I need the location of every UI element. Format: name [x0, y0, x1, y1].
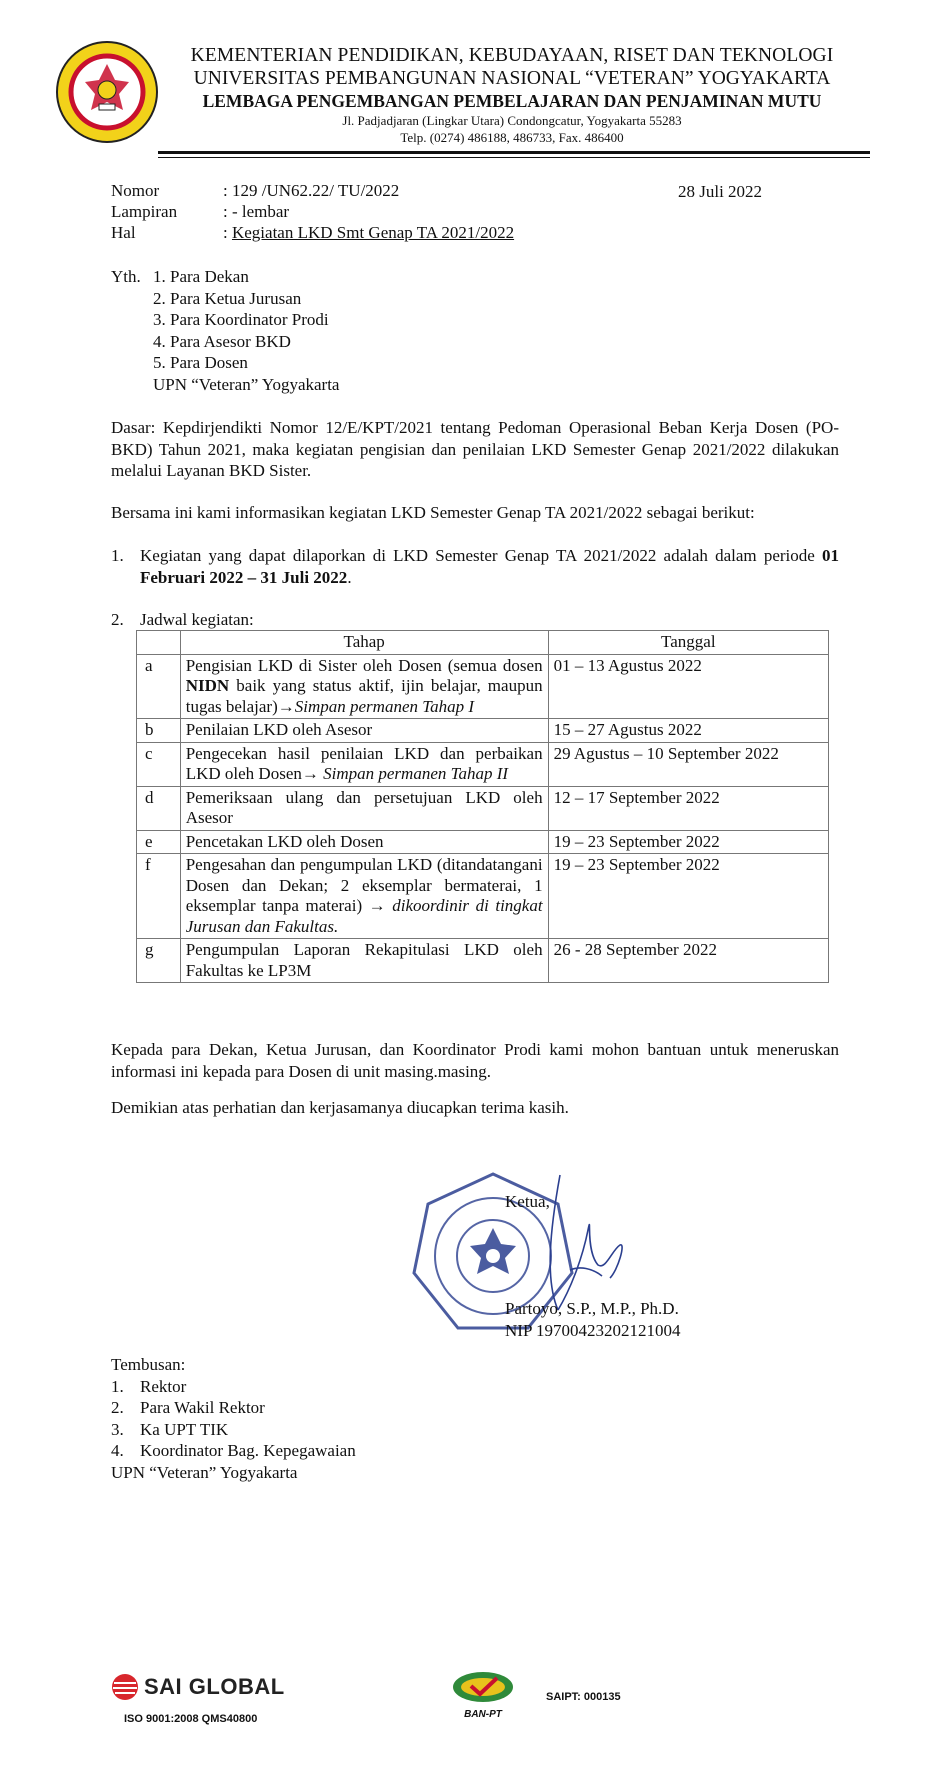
recipient-institution: UPN “Veteran” Yogyakarta	[153, 374, 340, 394]
sai-logo-text: SAI GLOBAL	[144, 1674, 285, 1699]
item-text: Koordinator Bag. Kepegawaian	[140, 1441, 356, 1460]
row-id: c	[137, 742, 181, 786]
row-tahap	[180, 854, 548, 939]
closing-thanks: Demikian atas perhatian dan kerjasamanya diucapkan terima kasih.	[111, 1098, 569, 1117]
list-item: 4. Para Asesor BKD	[153, 331, 291, 351]
iso-text: ISO 9001:2008 QMS40800	[124, 1713, 258, 1725]
list-item	[111, 1376, 356, 1398]
list-item	[111, 1440, 356, 1462]
nomor-value: : 129 /UN62.22/ TU/2022	[223, 181, 400, 200]
header-tahap: Tahap	[180, 631, 548, 655]
header-empty	[137, 631, 181, 655]
saipt-text: SAIPT: 000135	[546, 1691, 621, 1703]
intro-paragraph: Bersama ini kami informasikan kegiatan LKD Semester Genap TA 2021/2022 sebagai berikut:	[111, 503, 755, 522]
table-row	[137, 786, 829, 830]
row-id: a	[137, 654, 181, 719]
recipient-prefix: Yth.	[111, 267, 141, 286]
row-tahap: Penilaian LKD oleh Asesor	[180, 719, 548, 743]
tahap-text-cont: baik yang status aktif, ijin belajar, maupun tugas belajar)	[185, 676, 543, 716]
lampiran-label: Lampiran	[111, 202, 178, 221]
point2-number: 2.	[111, 610, 124, 629]
schedule-table	[136, 630, 829, 983]
ministry-name: KEMENTERIAN PENDIDIKAN, KEBUDAYAAN, RISET DAN TEKNOLOGI	[190, 45, 834, 66]
row-date: 26 - 28 September 2022	[548, 939, 828, 983]
institute-name: LEMBAGA PENGEMBANGAN PEMBELAJARAN DAN PENJAMINAN MUTU	[202, 91, 822, 111]
item-number: 2.	[111, 1398, 124, 1417]
banpt-emblem-icon	[451, 1670, 515, 1704]
list-item	[111, 1397, 356, 1419]
tembusan-institution: UPN “Veteran” Yogyakarta	[111, 1462, 298, 1482]
row-tahap	[180, 742, 548, 786]
point1-period: 01 Februari 2022 – 31 Juli 2022	[140, 546, 839, 587]
tahap-bold: NIDN	[185, 676, 230, 695]
lampiran-row	[111, 202, 289, 222]
row-id: d	[137, 786, 181, 830]
arrow-icon: →	[277, 696, 295, 716]
point1-number: 1.	[111, 546, 124, 565]
university-logo	[55, 40, 159, 144]
table-header-row	[137, 631, 829, 655]
letterhead-rule-thick	[158, 151, 870, 154]
row-date: 12 – 17 September 2022	[548, 786, 828, 830]
row-tahap: Pemeriksaan ulang dan persetujuan LKD oleh Asesor	[180, 786, 548, 830]
list-item: 3. Para Koordinator Prodi	[153, 310, 329, 329]
list-item: 2. Para Ketua Jurusan	[153, 288, 302, 308]
recipient-list	[153, 266, 339, 395]
row-tahap: Pengumpulan Laporan Rekapitulasi LKD oleh Fakultas ke LP3M	[180, 939, 548, 983]
letterhead-rule-thin	[158, 157, 870, 158]
closing-paragraph: Kepada para Dekan, Ketua Jurusan, dan Koordinator Prodi kami mohon bantuan untuk meneruskan informasi ini kepada para Dosen di unit masing.masing.	[111, 1040, 839, 1081]
tembusan-section	[111, 1354, 356, 1483]
signature-nip: NIP 19700423202121004	[505, 1321, 681, 1340]
item-number: 1.	[111, 1376, 124, 1396]
header-tanggal: Tanggal	[548, 631, 828, 655]
row-tahap	[180, 654, 548, 719]
row-date: 01 – 13 Agustus 2022	[548, 654, 828, 719]
phone: Telp. (0274) 486188, 486733, Fax. 486400	[400, 130, 624, 145]
list-item: 5. Para Dosen	[153, 353, 248, 372]
table-row	[137, 654, 829, 719]
nomor-row	[111, 181, 399, 201]
table-row	[137, 939, 829, 983]
row-tahap: Pencetakan LKD oleh Dosen	[180, 830, 548, 854]
sai-globe-icon	[110, 1672, 140, 1702]
row-date: 19 – 23 September 2022	[548, 830, 828, 854]
row-id: e	[137, 830, 181, 854]
arrow-icon: →	[368, 896, 386, 915]
tahap-text: Pengisian LKD di Sister oleh Dosen (semua dosen	[185, 655, 543, 675]
item-number: 3.	[111, 1419, 124, 1439]
letter-date: 28 Juli 2022	[678, 182, 763, 201]
address: Jl. Padjadjaran (Lingkar Utara) Condongcatur, Yogyakarta 55283	[342, 113, 682, 128]
hal-value: Kegiatan LKD Smt Genap TA 2021/2022	[231, 223, 515, 242]
point1-end: .	[347, 567, 352, 587]
banpt-logo	[448, 1670, 518, 1720]
dasar-paragraph: Dasar: Kepdirjendikti Nomor 12/E/KPT/2021 tentang Pedoman Operasional Beban Kerja Dosen (PO-BKD) Tahun 2021, maka kegiatan pengisian dan penilaian LKD Semester Genap 2021/2022 dilakukan melalui Layanan BKD Sister.	[111, 418, 839, 480]
table-row	[137, 719, 829, 743]
row-date: 15 – 27 Agustus 2022	[548, 719, 828, 743]
tahap-note: dikoordinir di tingkat Jurusan dan Fakultas.	[185, 896, 543, 936]
table-row	[137, 830, 829, 854]
item-text: Para Wakil Rektor	[140, 1398, 265, 1417]
lampiran-value: : - lembar	[223, 202, 290, 221]
tahap-text: Pengesahan dan pengumpulan LKD (ditandatangani Dosen dan Dekan; 2 eksemplar bermaterai, 1 eksemplar tanpa materai)	[185, 855, 543, 915]
banpt-text: BAN-PT	[464, 1709, 502, 1720]
row-date: 19 – 23 September 2022	[548, 854, 828, 939]
list-item: 1. Para Dekan	[153, 267, 249, 286]
university-name: UNIVERSITAS PEMBANGUNAN NASIONAL “VETERAN” YOGYAKARTA	[193, 68, 831, 89]
point2-text: Jadwal kegiatan:	[140, 610, 254, 629]
table-row	[137, 742, 829, 786]
letterhead-text	[162, 44, 862, 146]
tembusan-label: Tembusan:	[111, 1355, 186, 1374]
item-text: Ka UPT TIK	[140, 1419, 229, 1439]
nomor-label: Nomor	[111, 181, 160, 200]
hal-label: Hal	[111, 223, 136, 242]
row-id: f	[137, 854, 181, 939]
sai-global-logo	[110, 1672, 285, 1702]
arrow-icon: →	[301, 764, 319, 783]
hal-colon: :	[223, 223, 232, 242]
item-number: 4.	[111, 1441, 124, 1460]
point1-text	[140, 545, 839, 588]
item-text: Rektor	[140, 1376, 187, 1396]
signature-role: Ketua,	[505, 1192, 550, 1211]
row-id: g	[137, 939, 181, 983]
tahap-note: Simpan permanen Tahap II	[318, 764, 509, 783]
hal-row	[111, 223, 514, 243]
list-item	[111, 1419, 356, 1441]
tahap-note: Simpan permanen Tahap I	[294, 696, 475, 716]
row-date: 29 Agustus – 10 September 2022	[548, 742, 828, 786]
tahap-text: Pengecekan hasil penilaian LKD dan perbaikan LKD oleh Dosen	[185, 743, 543, 783]
signature-name: Partoyo, S.P., M.P., Ph.D.	[505, 1299, 679, 1318]
table-row	[137, 854, 829, 939]
row-id: b	[137, 719, 181, 743]
point1-body: Kegiatan yang dapat dilaporkan di LKD Semester Genap TA 2021/2022 adalah dalam periode	[140, 546, 822, 565]
